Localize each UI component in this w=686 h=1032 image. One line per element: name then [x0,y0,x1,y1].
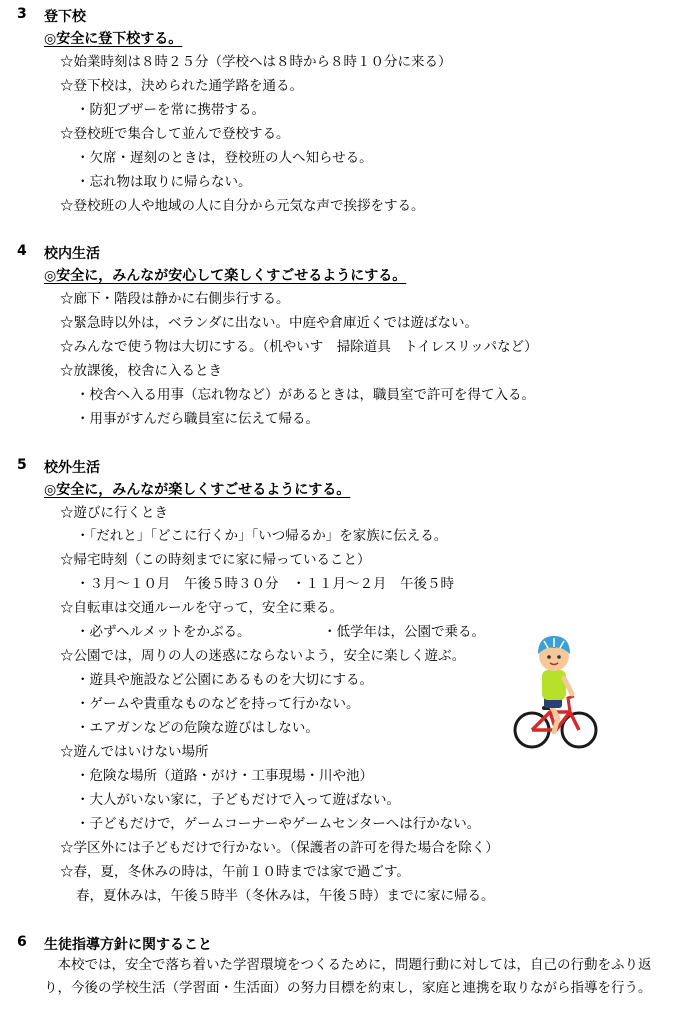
sec4-line-permission: ・校舎へ入る用事（忘れ物など）があるときは，職員室で許可を得て入る。 [76,387,535,403]
sec5-line-airgun: ・エアガンなどの危険な遊びはしない。 [76,720,319,736]
section-4-title: 校内生活 [44,246,100,262]
sec4-line-after-school: ☆放課後，校舎に入るとき [60,363,222,379]
sec5-line-return-time: ☆帰宅時刻（この時刻までに家に帰っていること） [60,552,371,568]
sec5-line-game-center: ・子どもだけで，ゲームコーナーやゲームセンターへは行かない。 [76,816,481,832]
section-5-goal: ◎安全に，みんなが楽しくすごせるようにする。 [44,482,351,498]
child-shirt [542,670,566,700]
section-3-number: 3 [17,6,27,22]
sec3-line-forgotten: ・忘れ物は取りに帰らない。 [76,174,252,190]
sec3-line-absence: ・欠席・遅刻のときは，登校班の人へ知らせる。 [76,150,373,166]
sec5-line-tell-family: ・「だれと」「どこに行くか」「いつ帰るか」を家族に伝える。 [76,528,448,544]
bike-handlebar [568,696,574,712]
sec5-line-valuables: ・ゲームや貴重なものなどを持って行かない。 [76,696,360,712]
section-4-goal: ◎安全に，みんなが安心して楽しくすごせるようにする。 [44,268,407,284]
sec3-line-start-time: ☆始業時刻は８時２５分（学校へは８時から８時１０分に来る） [60,54,452,70]
sec5-line-lower-grades: ・低学年は，公園で乗る。 [323,624,485,640]
section-6-title: 生徒指導方針に関すること [44,937,212,953]
sec5-line-equipment: ・遊具や施設など公園にあるものを大切にする。 [76,672,373,688]
sec5-line-bicycle: ☆自転車は交通ルールを守って，安全に乗る。 [60,600,343,616]
section-5-title: 校外生活 [44,460,100,476]
section-5-number: 5 [17,457,27,473]
sec3-line-greeting: ☆登校班の人や地域の人に自分から元気な声で挨拶をする。 [60,198,425,214]
sec4-line-shared-items: ☆みんなで使う物は大切にする。（机やいす 掃除道具 トイレスリッパなど） [60,339,538,355]
section-3-title: 登下校 [44,9,86,25]
sec5-line-park: ☆公園では，周りの人の迷惑にならないよう，安全に楽しく遊ぶ。 [60,648,466,664]
sec4-line-report: ・用事がすんだら職員室に伝えて帰る。 [76,411,319,427]
section-6-paragraph: 本校では，安全で落ち着いた学習環境をつくるために，問題行動に対しては，自己の行動をふり返り，今後の学校生活（学習面・生活面）の努力目標を約束し，家庭と連携を取りながら指導を行う。 [44,957,652,996]
child-eye-left [547,655,551,659]
sec5-line-going-out: ☆遊びに行くとき [60,505,168,521]
sec4-line-hallway: ☆廊下・階段は静かに右側歩行する。 [60,291,290,307]
sec5-line-holidays: ☆春，夏，冬休みの時は，午前１０時までは家で過ごす。 [60,864,410,880]
child-eye-right [557,655,561,659]
sec5-line-no-adults: ・大人がいない家に，子どもだけで入って遊ばない。 [76,792,400,808]
sec5-line-forbidden-places: ☆遊んではいけない場所 [60,744,209,760]
sec3-line-buzzer: ・防犯ブザーを常に携帯する。 [76,102,265,118]
sec5-line-times: ・３月～１０月 午後５時３０分 ・１１月～２月 午後５時 [76,576,454,592]
section-3-goal: ◎安全に登下校する。 [44,31,183,47]
sec5-line-helmet: ・必ずヘルメットをかぶる。 [76,624,251,640]
sec5-line-holiday-return: 春，夏休みは，午後５時半（冬休みは，午後５時）までに家に帰る。 [76,888,495,904]
sec4-line-emergency: ☆緊急時以外は，ベランダに出ない。中庭や倉庫近くでは遊ばない。 [60,315,478,331]
sec5-line-outside-district: ☆学区外には子どもだけで行かない。（保護者の許可を得た場合を除く） [60,840,499,856]
section-6-number: 6 [17,934,27,950]
sec3-line-route: ☆登下校は，決められた通学路を通る。 [60,78,303,94]
sec5-line-dangerous-places: ・危険な場所（道路・がけ・工事現場・川や池） [76,768,373,784]
section-4-number: 4 [17,243,27,259]
child-bicycle-illustration [508,626,600,754]
sec3-line-group: ☆登校班で集合して並んで登校する。 [60,126,290,142]
